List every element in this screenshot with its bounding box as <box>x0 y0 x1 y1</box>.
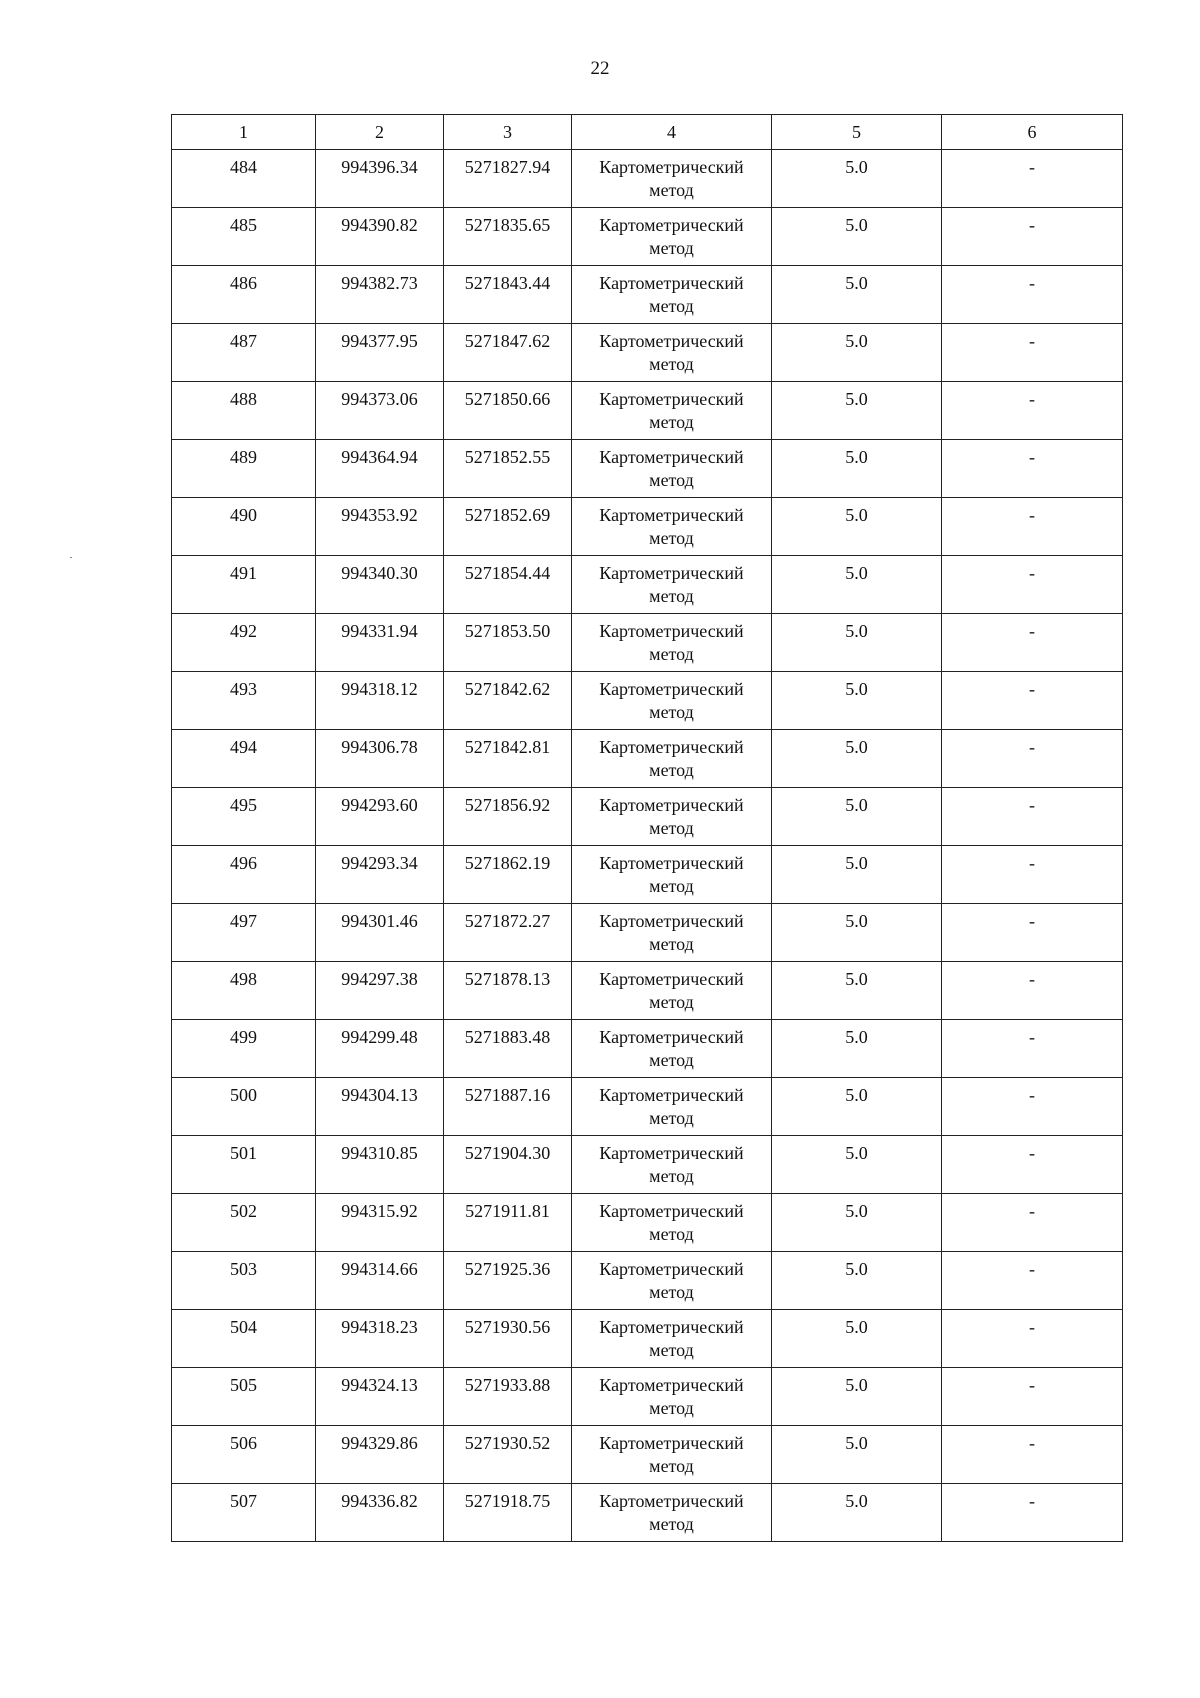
point-number-cell: 499 <box>172 1020 316 1078</box>
table-row <box>172 1136 1123 1194</box>
description-cell: - <box>942 266 1123 324</box>
point-number-cell: 502 <box>172 1194 316 1252</box>
table-row <box>172 324 1123 382</box>
accuracy-cell: 5.0 <box>772 962 942 1020</box>
method-cell <box>572 672 772 730</box>
method-line-1: Картометрический <box>599 389 744 409</box>
description-cell: - <box>942 730 1123 788</box>
x-coordinate-cell: 994331.94 <box>316 614 444 672</box>
method-cell <box>572 1136 772 1194</box>
table-row <box>172 1484 1123 1542</box>
y-coordinate-cell: 5271852.55 <box>444 440 572 498</box>
point-number-cell: 491 <box>172 556 316 614</box>
method-cell <box>572 440 772 498</box>
y-coordinate-cell: 5271904.30 <box>444 1136 572 1194</box>
point-number-cell: 501 <box>172 1136 316 1194</box>
description-cell: - <box>942 382 1123 440</box>
table-row <box>172 498 1123 556</box>
y-coordinate-cell: 5271887.16 <box>444 1078 572 1136</box>
method-line-2: метод <box>649 876 694 896</box>
accuracy-cell: 5.0 <box>772 208 942 266</box>
method-line-2: метод <box>649 470 694 490</box>
x-coordinate-cell: 994318.12 <box>316 672 444 730</box>
method-line-2: метод <box>649 702 694 722</box>
column-header: 2 <box>316 115 444 150</box>
point-number-cell: 500 <box>172 1078 316 1136</box>
x-coordinate-cell: 994315.92 <box>316 1194 444 1252</box>
point-number-cell: 484 <box>172 150 316 208</box>
method-cell <box>572 1020 772 1078</box>
accuracy-cell: 5.0 <box>772 440 942 498</box>
method-line-2: метод <box>649 412 694 432</box>
method-cell <box>572 498 772 556</box>
x-coordinate-cell: 994306.78 <box>316 730 444 788</box>
method-line-2: метод <box>649 1398 694 1418</box>
column-header: 3 <box>444 115 572 150</box>
method-line-2: метод <box>649 1282 694 1302</box>
description-cell: - <box>942 962 1123 1020</box>
x-coordinate-cell: 994340.30 <box>316 556 444 614</box>
y-coordinate-cell: 5271827.94 <box>444 150 572 208</box>
y-coordinate-cell: 5271862.19 <box>444 846 572 904</box>
x-coordinate-cell: 994364.94 <box>316 440 444 498</box>
method-line-2: метод <box>649 354 694 374</box>
method-cell <box>572 962 772 1020</box>
description-cell: - <box>942 440 1123 498</box>
method-cell <box>572 1194 772 1252</box>
method-line-2: метод <box>649 1050 694 1070</box>
method-line-2: метод <box>649 1108 694 1128</box>
y-coordinate-cell: 5271847.62 <box>444 324 572 382</box>
table-row <box>172 1194 1123 1252</box>
x-coordinate-cell: 994336.82 <box>316 1484 444 1542</box>
table-row <box>172 846 1123 904</box>
table-row <box>172 614 1123 672</box>
x-coordinate-cell: 994293.34 <box>316 846 444 904</box>
y-coordinate-cell: 5271878.13 <box>444 962 572 1020</box>
y-coordinate-cell: 5271843.44 <box>444 266 572 324</box>
scan-speck <box>70 557 72 558</box>
method-line-1: Картометрический <box>599 679 744 699</box>
table-row <box>172 1078 1123 1136</box>
x-coordinate-cell: 994299.48 <box>316 1020 444 1078</box>
method-line-1: Картометрический <box>599 331 744 351</box>
table-row <box>172 788 1123 846</box>
method-line-1: Картометрический <box>599 1085 744 1105</box>
accuracy-cell: 5.0 <box>772 382 942 440</box>
method-line-2: метод <box>649 992 694 1012</box>
table-row <box>172 556 1123 614</box>
point-number-cell: 487 <box>172 324 316 382</box>
column-header: 5 <box>772 115 942 150</box>
accuracy-cell: 5.0 <box>772 788 942 846</box>
x-coordinate-cell: 994373.06 <box>316 382 444 440</box>
method-cell <box>572 208 772 266</box>
x-coordinate-cell: 994318.23 <box>316 1310 444 1368</box>
y-coordinate-cell: 5271925.36 <box>444 1252 572 1310</box>
method-cell <box>572 904 772 962</box>
y-coordinate-cell: 5271856.92 <box>444 788 572 846</box>
table-row <box>172 1310 1123 1368</box>
point-number-cell: 490 <box>172 498 316 556</box>
method-line-2: метод <box>649 818 694 838</box>
accuracy-cell: 5.0 <box>772 904 942 962</box>
method-cell <box>572 1252 772 1310</box>
table-row <box>172 904 1123 962</box>
method-line-1: Картометрический <box>599 1317 744 1337</box>
description-cell: - <box>942 1136 1123 1194</box>
description-cell: - <box>942 904 1123 962</box>
accuracy-cell: 5.0 <box>772 730 942 788</box>
table-row <box>172 440 1123 498</box>
table-body <box>172 150 1123 1542</box>
method-line-1: Картометрический <box>599 1433 744 1453</box>
y-coordinate-cell: 5271842.81 <box>444 730 572 788</box>
point-number-cell: 495 <box>172 788 316 846</box>
method-cell <box>572 1484 772 1542</box>
method-line-2: метод <box>649 934 694 954</box>
accuracy-cell: 5.0 <box>772 614 942 672</box>
method-cell <box>572 1078 772 1136</box>
point-number-cell: 504 <box>172 1310 316 1368</box>
x-coordinate-cell: 994382.73 <box>316 266 444 324</box>
y-coordinate-cell: 5271854.44 <box>444 556 572 614</box>
method-line-1: Картометрический <box>599 795 744 815</box>
y-coordinate-cell: 5271872.27 <box>444 904 572 962</box>
accuracy-cell: 5.0 <box>772 1310 942 1368</box>
method-line-1: Картометрический <box>599 1259 744 1279</box>
column-header: 1 <box>172 115 316 150</box>
method-line-2: метод <box>649 528 694 548</box>
method-line-1: Картометрический <box>599 969 744 989</box>
column-header: 4 <box>572 115 772 150</box>
description-cell: - <box>942 556 1123 614</box>
accuracy-cell: 5.0 <box>772 266 942 324</box>
method-line-1: Картометрический <box>599 1491 744 1511</box>
method-line-1: Картометрический <box>599 1027 744 1047</box>
page-number: 22 <box>590 58 610 79</box>
method-line-1: Картометрический <box>599 157 744 177</box>
method-line-2: метод <box>649 180 694 200</box>
accuracy-cell: 5.0 <box>772 1484 942 1542</box>
method-line-2: метод <box>649 586 694 606</box>
accuracy-cell: 5.0 <box>772 672 942 730</box>
method-line-1: Картометрический <box>599 215 744 235</box>
description-cell: - <box>942 672 1123 730</box>
method-line-1: Картометрический <box>599 447 744 467</box>
method-line-2: метод <box>649 296 694 316</box>
method-cell <box>572 266 772 324</box>
point-number-cell: 486 <box>172 266 316 324</box>
x-coordinate-cell: 994390.82 <box>316 208 444 266</box>
point-number-cell: 498 <box>172 962 316 1020</box>
method-line-1: Картометрический <box>599 505 744 525</box>
point-number-cell: 485 <box>172 208 316 266</box>
table-row <box>172 150 1123 208</box>
table-row <box>172 266 1123 324</box>
x-coordinate-cell: 994293.60 <box>316 788 444 846</box>
y-coordinate-cell: 5271842.62 <box>444 672 572 730</box>
table-row <box>172 1426 1123 1484</box>
x-coordinate-cell: 994314.66 <box>316 1252 444 1310</box>
point-number-cell: 505 <box>172 1368 316 1426</box>
description-cell: - <box>942 846 1123 904</box>
method-line-2: метод <box>649 1340 694 1360</box>
table-row <box>172 962 1123 1020</box>
table-row <box>172 1368 1123 1426</box>
description-cell: - <box>942 1368 1123 1426</box>
method-line-2: метод <box>649 238 694 258</box>
point-number-cell: 507 <box>172 1484 316 1542</box>
y-coordinate-cell: 5271853.50 <box>444 614 572 672</box>
method-cell <box>572 846 772 904</box>
method-line-1: Картометрический <box>599 737 744 757</box>
accuracy-cell: 5.0 <box>772 556 942 614</box>
method-line-2: метод <box>649 1224 694 1244</box>
point-number-cell: 506 <box>172 1426 316 1484</box>
y-coordinate-cell: 5271930.52 <box>444 1426 572 1484</box>
x-coordinate-cell: 994304.13 <box>316 1078 444 1136</box>
method-line-1: Картометрический <box>599 1375 744 1395</box>
point-number-cell: 503 <box>172 1252 316 1310</box>
method-cell <box>572 614 772 672</box>
method-line-2: метод <box>649 1514 694 1534</box>
description-cell: - <box>942 150 1123 208</box>
description-cell: - <box>942 1310 1123 1368</box>
method-cell <box>572 556 772 614</box>
method-line-1: Картометрический <box>599 1201 744 1221</box>
point-number-cell: 489 <box>172 440 316 498</box>
table-row <box>172 1020 1123 1078</box>
y-coordinate-cell: 5271835.65 <box>444 208 572 266</box>
method-cell <box>572 1426 772 1484</box>
accuracy-cell: 5.0 <box>772 1194 942 1252</box>
method-line-1: Картометрический <box>599 273 744 293</box>
accuracy-cell: 5.0 <box>772 324 942 382</box>
y-coordinate-cell: 5271933.88 <box>444 1368 572 1426</box>
method-cell <box>572 1310 772 1368</box>
x-coordinate-cell: 994353.92 <box>316 498 444 556</box>
point-number-cell: 494 <box>172 730 316 788</box>
accuracy-cell: 5.0 <box>772 1020 942 1078</box>
x-coordinate-cell: 994301.46 <box>316 904 444 962</box>
description-cell: - <box>942 788 1123 846</box>
description-cell: - <box>942 498 1123 556</box>
accuracy-cell: 5.0 <box>772 846 942 904</box>
description-cell: - <box>942 1020 1123 1078</box>
table-row <box>172 672 1123 730</box>
point-number-cell: 488 <box>172 382 316 440</box>
method-line-1: Картометрический <box>599 853 744 873</box>
description-cell: - <box>942 1484 1123 1542</box>
x-coordinate-cell: 994297.38 <box>316 962 444 1020</box>
method-line-1: Картометрический <box>599 563 744 583</box>
method-cell <box>572 150 772 208</box>
description-cell: - <box>942 1426 1123 1484</box>
description-cell: - <box>942 614 1123 672</box>
point-number-cell: 493 <box>172 672 316 730</box>
accuracy-cell: 5.0 <box>772 1426 942 1484</box>
accuracy-cell: 5.0 <box>772 1368 942 1426</box>
point-number-cell: 492 <box>172 614 316 672</box>
method-cell <box>572 1368 772 1426</box>
y-coordinate-cell: 5271850.66 <box>444 382 572 440</box>
point-number-cell: 496 <box>172 846 316 904</box>
y-coordinate-cell: 5271883.48 <box>444 1020 572 1078</box>
table-row <box>172 208 1123 266</box>
y-coordinate-cell: 5271911.81 <box>444 1194 572 1252</box>
table-row <box>172 382 1123 440</box>
method-line-2: метод <box>649 644 694 664</box>
method-line-2: метод <box>649 1456 694 1476</box>
point-number-cell: 497 <box>172 904 316 962</box>
description-cell: - <box>942 208 1123 266</box>
y-coordinate-cell: 5271918.75 <box>444 1484 572 1542</box>
x-coordinate-cell: 994324.13 <box>316 1368 444 1426</box>
x-coordinate-cell: 994310.85 <box>316 1136 444 1194</box>
description-cell: - <box>942 1078 1123 1136</box>
table-header-row <box>172 115 1123 150</box>
y-coordinate-cell: 5271930.56 <box>444 1310 572 1368</box>
table-row <box>172 730 1123 788</box>
method-cell <box>572 324 772 382</box>
column-header: 6 <box>942 115 1123 150</box>
table-row <box>172 1252 1123 1310</box>
method-line-1: Картометрический <box>599 911 744 931</box>
x-coordinate-cell: 994396.34 <box>316 150 444 208</box>
accuracy-cell: 5.0 <box>772 1136 942 1194</box>
description-cell: - <box>942 1194 1123 1252</box>
method-line-1: Картометрический <box>599 621 744 641</box>
description-cell: - <box>942 324 1123 382</box>
accuracy-cell: 5.0 <box>772 1078 942 1136</box>
method-cell <box>572 730 772 788</box>
accuracy-cell: 5.0 <box>772 1252 942 1310</box>
method-cell <box>572 788 772 846</box>
coordinates-table <box>171 114 1123 1542</box>
x-coordinate-cell: 994329.86 <box>316 1426 444 1484</box>
description-cell: - <box>942 1252 1123 1310</box>
accuracy-cell: 5.0 <box>772 498 942 556</box>
method-line-2: метод <box>649 760 694 780</box>
method-cell <box>572 382 772 440</box>
accuracy-cell: 5.0 <box>772 150 942 208</box>
y-coordinate-cell: 5271852.69 <box>444 498 572 556</box>
method-line-2: метод <box>649 1166 694 1186</box>
x-coordinate-cell: 994377.95 <box>316 324 444 382</box>
method-line-1: Картометрический <box>599 1143 744 1163</box>
